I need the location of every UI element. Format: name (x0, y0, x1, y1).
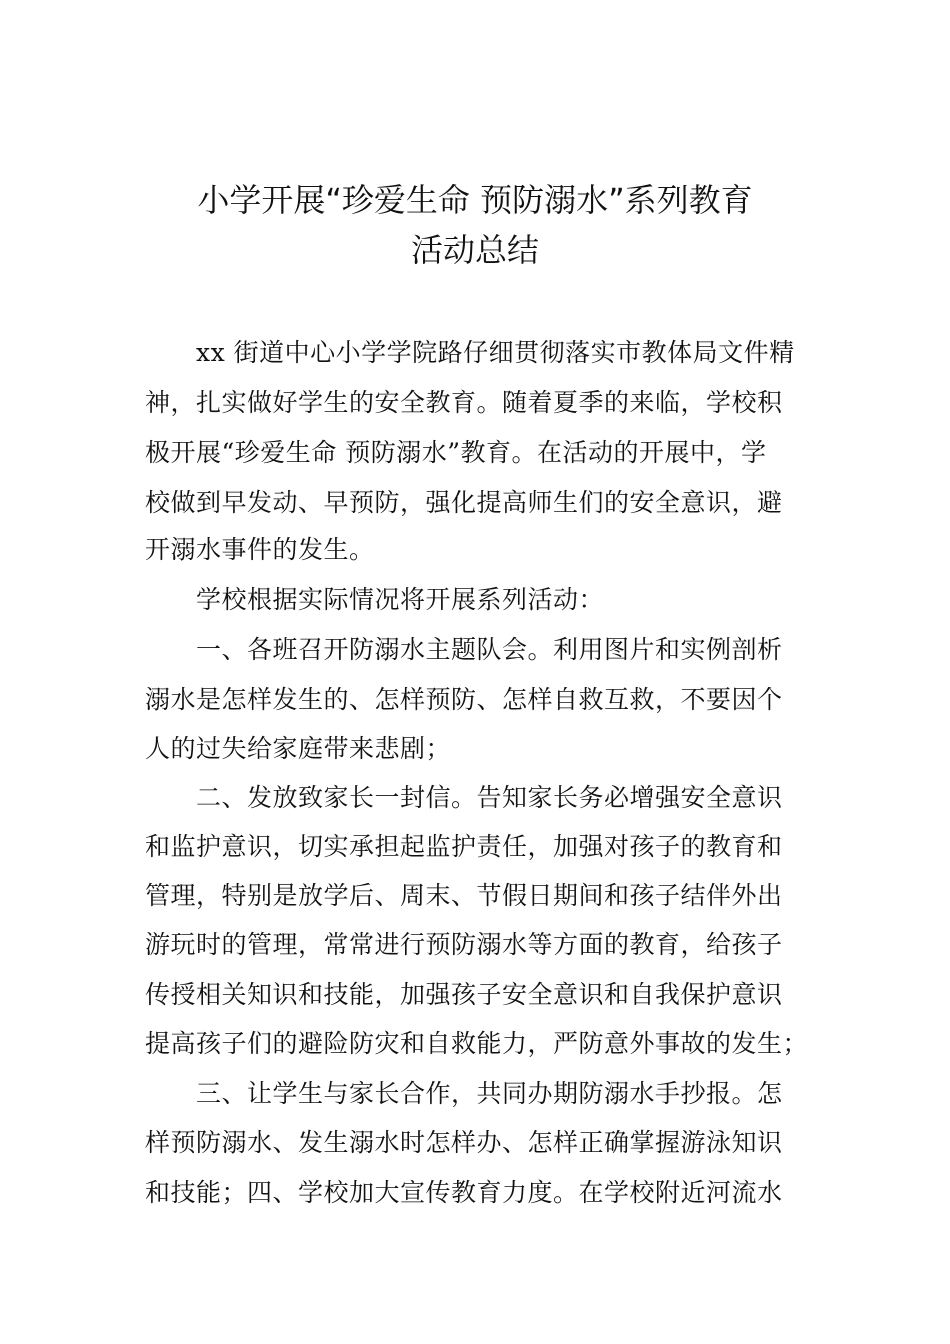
body-line: 管理，特别是放学后、周末、节假日期间和孩子结伴外出 (145, 881, 783, 910)
body-line: 学校根据实际情况将开展系列活动： (145, 585, 605, 614)
document-title-line-2: 活动总结 (410, 231, 539, 269)
body-line: 开溺水事件的发生。 (145, 535, 375, 564)
body-line: 校做到早发动、早预防，强化提高师生们的安全意识，避 (145, 488, 783, 517)
body-line: 三、让学生与家长合作，共同办期防溺水手抄报。怎 (145, 1079, 783, 1108)
body-line: 传授相关知识和技能，加强孩子安全意识和自我保护意识 (145, 980, 783, 1009)
document-title-line-1: 小学开展“珍爱生命 预防溺水”系列教育 (197, 181, 753, 219)
body-line: 样预防溺水、发生溺水时怎样办、怎样正确掌握游泳知识 (145, 1128, 783, 1157)
body-line: 一、各班召开防溺水主题队会。利用图片和实例剖析 (145, 635, 783, 664)
body-line: 溺水是怎样发生的、怎样预防、怎样自救互救，不要因个 (145, 685, 783, 714)
body-line: 神，扎实做好学生的安全教育。随着夏季的来临，学校积 (145, 388, 783, 417)
body-line: 二、发放致家长一封信。告知家长务必增强安全意识 (145, 783, 783, 812)
body-line: 人的过失给家庭带来悲剧； (145, 734, 452, 763)
body-line: 游玩时的管理，常常进行预防溺水等方面的教育，给孩子 (145, 930, 783, 959)
body-line: 和监护意识，切实承担起监护责任，加强对孩子的教育和 (145, 832, 783, 861)
body-line: 极开展“珍爱生命 预防溺水”教育。在活动的开展中，学 (145, 438, 767, 467)
body-line: xx 街道中心小学学院路仔细贯彻落实市教体局文件精 (145, 338, 795, 367)
body-line: 提高孩子们的避险防灾和自救能力，严防意外事故的发生； (145, 1029, 809, 1058)
body-line: 和技能；四、学校加大宣传教育力度。在学校附近河流水 (145, 1178, 783, 1207)
